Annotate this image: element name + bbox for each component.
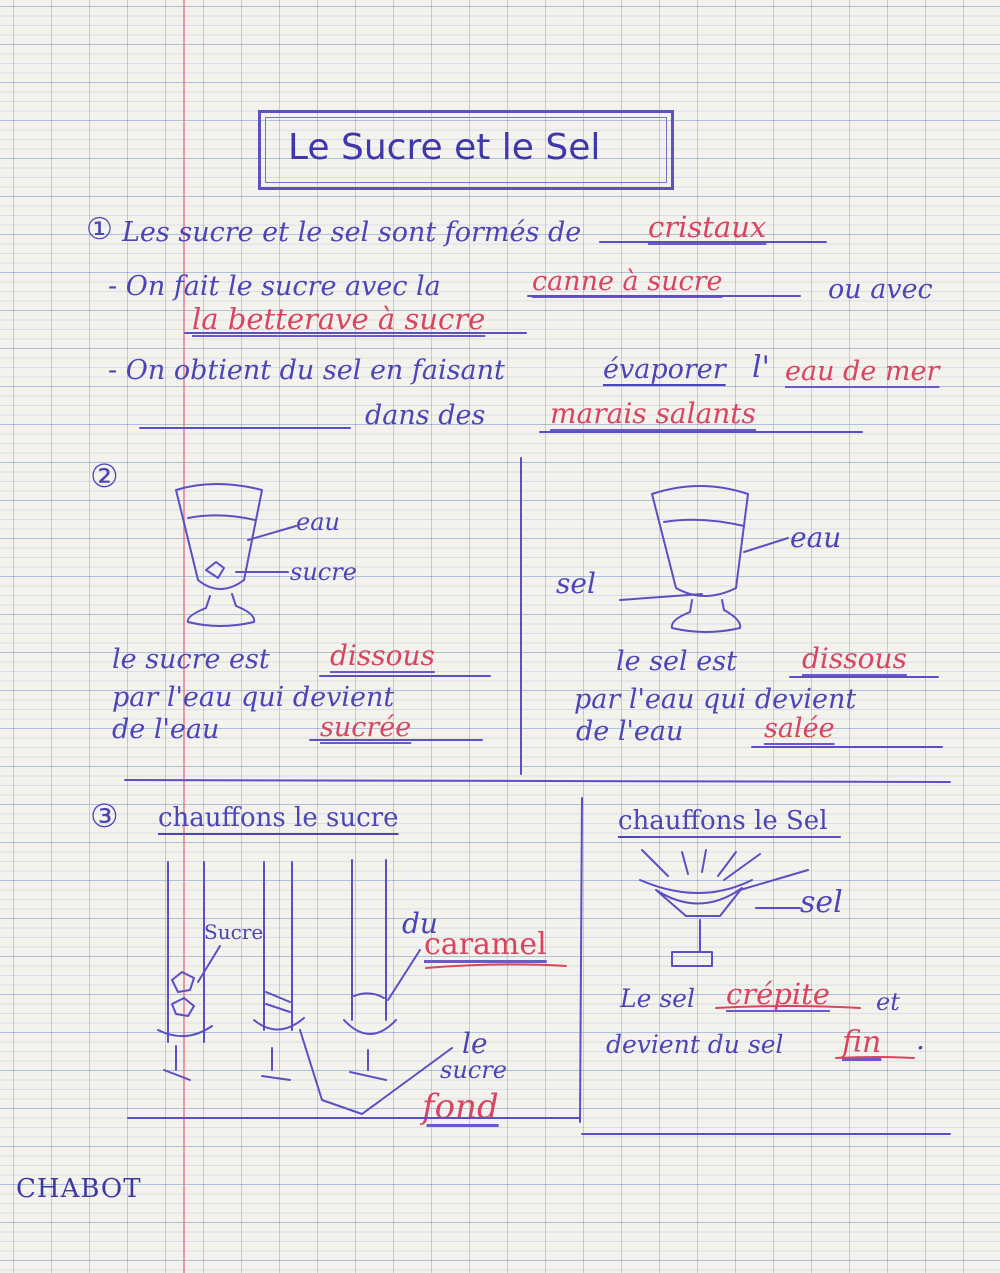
signature: CHABOT bbox=[16, 1174, 142, 1204]
label-eau-right: eau bbox=[790, 521, 842, 554]
page-title: Le Sucre et le Sel bbox=[288, 127, 601, 168]
s3-right-line-1: Le sel bbox=[620, 984, 695, 1013]
section-1-number: ① bbox=[86, 212, 113, 247]
s2-left-line-3: de l'eau bbox=[112, 714, 220, 745]
section-1-ou-avec: ou avec bbox=[828, 274, 933, 305]
section-1-dans-des: dans des bbox=[365, 400, 486, 431]
s2-left-line-2: par l'eau qui devient bbox=[112, 682, 395, 713]
s2-right-line-2: par l'eau qui devient bbox=[574, 684, 857, 715]
answer-marais-salants: marais salants bbox=[550, 397, 756, 430]
answer-sucree: sucrée bbox=[320, 712, 412, 743]
section-1-article: l' bbox=[752, 350, 770, 385]
section-2-number: ② bbox=[90, 457, 119, 495]
s2-right-line-3: de l'eau bbox=[576, 716, 684, 747]
label-sel-right: sel bbox=[556, 567, 596, 600]
answer-dissous-right: dissous bbox=[802, 642, 907, 675]
answer-fin: fin bbox=[842, 1025, 882, 1060]
label-sucre-left: sucre bbox=[290, 558, 357, 586]
label-du: du bbox=[402, 907, 438, 940]
answer-cristaux: cristaux bbox=[648, 210, 767, 244]
section-1-line-2: - On fait le sucre avec la bbox=[108, 271, 441, 302]
margin-line bbox=[183, 0, 185, 1273]
s3-right-period: . bbox=[916, 1023, 925, 1056]
section-3-number: ③ bbox=[90, 797, 119, 835]
s3-right-heading: chauffons le Sel bbox=[618, 806, 828, 836]
answer-crepite: crépite bbox=[726, 977, 830, 1011]
s3-right-line-2: devient du sel bbox=[606, 1030, 784, 1059]
section-1-evaporer: évaporer bbox=[603, 354, 726, 385]
label-eau-left: eau bbox=[296, 508, 340, 536]
section-1-line-1: Les sucre et le sel sont formés de bbox=[122, 217, 582, 248]
s2-left-line-1: le sucre est bbox=[112, 644, 270, 675]
s2-right-line-1: le sel est bbox=[616, 646, 737, 677]
answer-eau-de-mer: eau de mer bbox=[785, 356, 940, 387]
label-sucre-tube: Sucre bbox=[204, 920, 264, 944]
answer-dissous-left: dissous bbox=[330, 639, 435, 672]
label-sel-flame: sel bbox=[800, 885, 843, 920]
s3-right-et: et bbox=[876, 988, 900, 1016]
answer-salee: salée bbox=[764, 713, 835, 744]
answer-canne-a-sucre: canne à sucre bbox=[532, 266, 723, 297]
label-sucre-fond: sucre bbox=[440, 1056, 507, 1084]
answer-betterave: la betterave à sucre bbox=[192, 302, 486, 336]
label-le: le bbox=[462, 1027, 488, 1060]
s3-left-heading: chauffons le sucre bbox=[158, 803, 399, 833]
answer-fond: fond bbox=[422, 1087, 499, 1127]
section-1-line-4: - On obtient du sel en faisant bbox=[108, 355, 505, 386]
answer-caramel: caramel bbox=[424, 927, 547, 962]
